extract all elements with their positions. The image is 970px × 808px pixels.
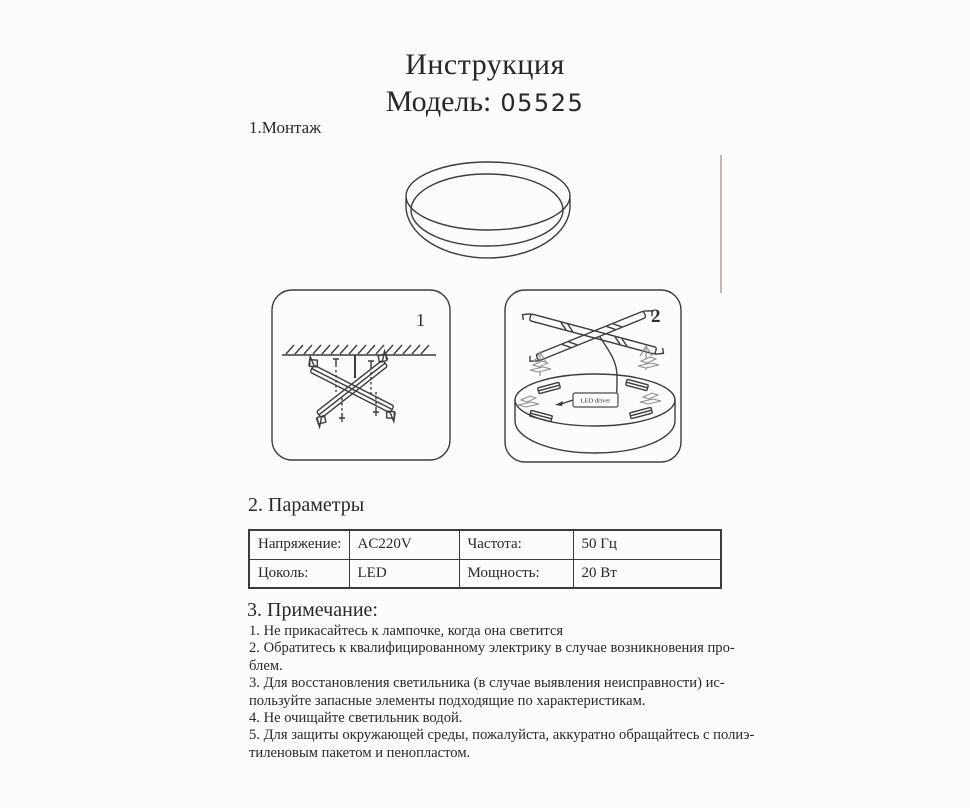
power-wire xyxy=(600,337,618,400)
note-line-3: 3. Для восстановления светильника (в случае выявления неисправности) ис- xyxy=(249,675,725,692)
step1-diagram xyxy=(270,288,452,462)
step2-label: 2 xyxy=(651,306,661,327)
wire-arrowhead xyxy=(555,401,563,406)
section-heading-params: 2. Параметры xyxy=(248,494,365,516)
ceiling-line xyxy=(282,345,436,355)
section-heading-notes: 3. Примечание: xyxy=(247,599,378,621)
param-value-power: 20 Вт xyxy=(573,559,721,588)
param-value-voltage: AC220V xyxy=(349,530,459,559)
lamp-drawing xyxy=(396,158,586,268)
params-row-2 xyxy=(249,559,721,588)
param-value-frequency: 50 Гц xyxy=(573,530,721,559)
model-label: Модель: xyxy=(385,85,492,118)
section-heading-montage: 1.Монтаж xyxy=(249,118,321,137)
note-line-5b: тиленовым пакетом и пенопластом. xyxy=(249,744,471,761)
mounting-bracket-cross xyxy=(301,351,403,427)
note-line-3b: пользуйте запасные элементы подходящие по характеристикам. xyxy=(249,692,646,709)
param-label-voltage: Напряжение: xyxy=(249,530,349,559)
note-line-1: 1. Не прикасайтесь к лампочке, когда она светится xyxy=(249,623,564,639)
lamp-drum-outline xyxy=(406,162,570,258)
note-line-2b: блем. xyxy=(249,657,283,674)
params-table xyxy=(248,529,722,589)
model-number: 05525 xyxy=(500,89,585,117)
param-label-power: Мощность: xyxy=(459,559,573,588)
model-line xyxy=(0,85,970,118)
up-arrows xyxy=(534,346,652,376)
note-line-4: 4. Не очищайте светильник водой. xyxy=(249,710,463,727)
step1-label: 1 xyxy=(416,310,425,330)
step2-diagram xyxy=(503,288,683,464)
led-driver xyxy=(555,393,618,407)
param-value-socket: LED xyxy=(349,559,459,588)
page-title: Инструкция xyxy=(405,48,565,81)
note-line-2: 2. Обратитесь к квалифицированному электрику в случае возникновения про- xyxy=(249,640,735,657)
notes-block xyxy=(249,623,754,762)
note-line-5: 5. Для защиты окружающей среды, пожалуйста, аккуратно обращайтесь с полиэ- xyxy=(249,727,755,744)
led-driver-label: LED driver xyxy=(580,397,611,405)
param-label-socket: Цоколь: xyxy=(249,559,349,588)
param-label-frequency: Частота: xyxy=(459,530,573,559)
scan-artifact-line xyxy=(720,155,722,293)
params-row-1 xyxy=(249,530,721,559)
